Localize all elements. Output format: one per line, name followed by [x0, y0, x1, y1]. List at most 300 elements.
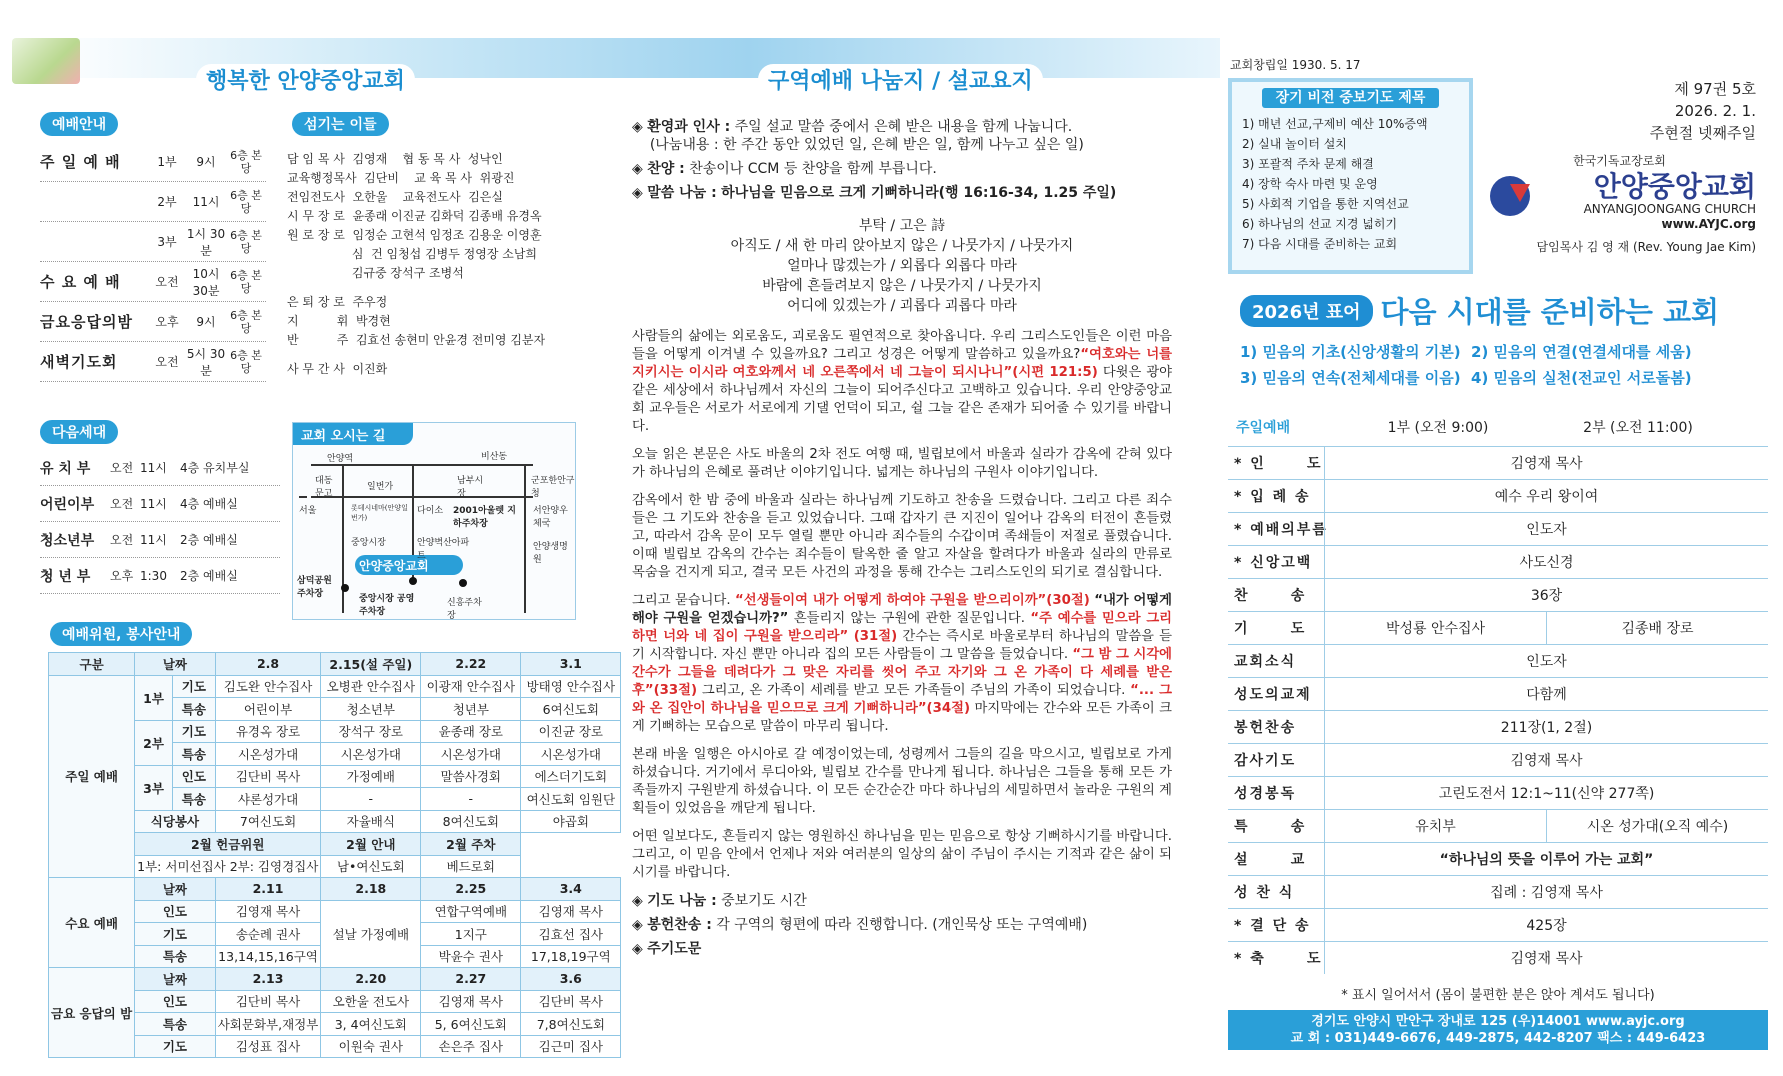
- table-cell: 2.15(설 주일): [321, 653, 421, 676]
- order-key: * 입 례 송: [1228, 486, 1324, 506]
- service-time: 11시: [192, 195, 220, 209]
- service-time: 10시 30분: [192, 266, 220, 298]
- order-value: 고린도전서 12:1~11(신약 277쪽): [1324, 777, 1768, 809]
- table-cell: 2월 안내: [321, 833, 421, 856]
- table-cell: 야곱회: [521, 810, 621, 833]
- para-text: 마지막에는 간수와 모든 가족이 크게 기뻐하는 모습으로 말씀이 마무리 됩니다.: [632, 701, 1173, 734]
- table-cell: 기도: [172, 720, 215, 743]
- table-cell: 2.20: [321, 968, 421, 991]
- usher-line: 전임전도사 오한울 교육전도사 김은실: [287, 190, 503, 204]
- para-text: 사람들의 삶에는 외로움도, 괴로움도 필연적으로 찾아옵니다. 우리 그리스도인들은 이런 마음들을 어떻게 이겨낼 수 있을까요? 그리고 성경은 어떻게 말씀하고 있을까요?: [632, 329, 1172, 362]
- order-values: [1324, 810, 1768, 842]
- map-label-daedong: 대동문고: [315, 476, 333, 499]
- table-cell: 1부: [135, 675, 173, 720]
- bullet-offering: ◈ 봉헌찬송 : 각 구역의 형편에 따라 진행합니다. (개인묵상 또는 구역예배): [632, 917, 1088, 933]
- map-label-gunpo: 군포한안구청: [531, 476, 575, 499]
- mid-header-title: 구역예배 나눔지 / 설교요지: [758, 64, 1043, 95]
- map-label-life: 안양생명원: [533, 542, 568, 565]
- order-key: * 예배의부름: [1228, 519, 1324, 539]
- table-cell: 구분: [49, 653, 135, 676]
- table-row: [49, 1035, 621, 1058]
- next-name: 청소년부: [40, 532, 95, 549]
- table-cell: 특송: [135, 945, 216, 968]
- table-cell: 2월 헌금위원: [135, 833, 321, 856]
- table-cell: 금요 응답의 밤: [49, 968, 135, 1058]
- table-cell: 1지구: [421, 923, 521, 946]
- quote: “그 밤 그 시각에 간수가 그들을 데려다가 그 맞은 자리를 씻어 주고 자기와 그 온 가족이 다 세례를 받은 후”(33절): [632, 647, 1173, 698]
- order-row: [1228, 842, 1768, 875]
- service-part: 오전: [155, 275, 179, 289]
- poem-line: 얼마나 많겠는가 / 외롭다 외롭다 마라: [787, 258, 1017, 274]
- order-value: 김영재 목사: [1324, 942, 1768, 974]
- order-row: [1228, 479, 1768, 512]
- bullet-title: 환영과 인사 :: [647, 119, 731, 135]
- theme-goals: [1240, 339, 1770, 391]
- next-place: 2층 예배실: [180, 569, 238, 583]
- table-cell: 박윤수 권사: [421, 945, 521, 968]
- order-key: 성경봉독: [1228, 783, 1324, 803]
- map-label-samdeok: 삼덕공원 주차장: [297, 576, 332, 599]
- table-cell: 사회문화부,재정부: [215, 1013, 321, 1036]
- table-cell: -: [321, 788, 421, 811]
- order-value: 집례 : 김영재 목사: [1324, 876, 1768, 908]
- order-key: 봉헌찬송: [1228, 717, 1324, 737]
- table-cell: 김영재 목사: [421, 990, 521, 1013]
- table-row: [49, 855, 621, 878]
- table-cell: 13,14,15,16구역: [215, 945, 321, 968]
- order-row: [1228, 941, 1768, 974]
- usher-line: 은 퇴 장 로 주우정: [287, 295, 388, 309]
- service-place: 6층 본당: [230, 308, 262, 335]
- theme-title: 다음 시대를 준비하는 교회: [1380, 295, 1719, 329]
- service-row: [40, 342, 266, 382]
- vision-item: 6) 하나님의 선교 지경 넓히기: [1242, 217, 1398, 231]
- order-row: [1228, 710, 1768, 743]
- usher-line: 심 건 임청섭 김병두 정영장 소남희: [287, 247, 538, 261]
- usher-line: [287, 283, 587, 293]
- table-cell: 김단비 목사: [521, 990, 621, 1013]
- para-6: 어떤 일보다도, 흔들리지 않는 영원하신 하나님을 믿는 믿음으로 항상 기뻐하시기를 바랍니다. 그리고, 이 믿음 안에서 언제나 저와 여러분의 일상의 삶이 주님이 주시는 기적과 같은 삶이 되시기를 바랍니다.: [632, 829, 1172, 880]
- service-part: 오후: [155, 315, 179, 329]
- table-row: [49, 765, 621, 788]
- order-row: [1228, 446, 1768, 479]
- table-cell: 청소년부: [321, 698, 421, 721]
- goal: 3) 믿음의 연속(전체세대를 이음): [1240, 369, 1461, 387]
- table-cell: 수요 예배: [49, 878, 135, 968]
- table-row: [49, 878, 621, 901]
- order-key: 기 도: [1228, 618, 1324, 638]
- table-cell: 여신도회 임원단: [521, 788, 621, 811]
- next-row: [40, 558, 280, 594]
- table-cell: 에스더기도회: [521, 765, 621, 788]
- para-text: 그리고, 온 가족이 세례를 받고 모든 가족들이 주님의 가족이 되었습니다.: [701, 683, 1126, 698]
- poem-line: 바람에 흔들려보지 않은 / 나뭇가지 / 나뭇가지: [762, 278, 1042, 294]
- order-row: [1228, 809, 1768, 842]
- para-text: 그리고 묻습니다.: [632, 593, 731, 608]
- order-value: 36장: [1324, 579, 1768, 611]
- para-5: 본래 바울 일행은 아시아로 갈 예정이었는데, 성령께서 그들의 길을 막으시고, 빌립보로 가게 하셨습니다. 거기에서 루디아와, 빌립보 간수를 만나게 됩니다. 하나님은 그들을 통해 모든 가족들까지 구원받게 하셨습니다. 이 모든 순간순간 마다 하나님의 세밀하면서 놀라운 구원의 계획들이 있었음을 깨닫게 됩니다.: [632, 747, 1172, 816]
- bullet-welcome: ◈ 환영과 인사 : 주일 설교 말씀 중에서 은혜 받은 내용을 함께 나눕니다. (나눔내용 : 한 주간 동안 있었던 일, 은혜 받은 일, 함께 나누고 싶은 일): [632, 119, 1084, 153]
- table-row: [49, 653, 621, 676]
- order-value: 박성룡 안수집사: [1324, 612, 1546, 644]
- next-row: [40, 450, 280, 486]
- order-row: [1228, 512, 1768, 545]
- table-cell: 6여신도회: [521, 698, 621, 721]
- staff-label: 예배위원, 봉사안내: [50, 622, 192, 646]
- next-time: 11시: [140, 497, 167, 511]
- service-row: [40, 182, 266, 222]
- service-row: [40, 262, 266, 302]
- table-cell: 베드로회: [421, 855, 521, 878]
- bullet-title: 주기도문: [647, 941, 702, 957]
- table-cell: 손은주 집사: [421, 1035, 521, 1058]
- table-row: [49, 1013, 621, 1036]
- order-key: 찬 송: [1228, 585, 1324, 605]
- quote: “여호와는 너를 지키시는 이시라 여호와께서 네 오른쪽에서 네 그늘이 되시나니”(시편 121:5): [632, 347, 1173, 380]
- service-place: 6층 본당: [230, 348, 262, 375]
- map-label-sinheung: 신흥주차장: [447, 598, 482, 621]
- vision-box: [1228, 78, 1473, 274]
- usher-line: 김규중 장석구 조병석: [287, 266, 464, 280]
- table-cell: 3부: [135, 765, 173, 810]
- theme-tag: 2026년 표어: [1240, 295, 1373, 327]
- left-header-title: 행복한 안양중앙교회: [196, 64, 415, 95]
- quote: “선생들이여 내가 어떻게 하여야 구원을 받으리이까”(30절): [734, 593, 1090, 608]
- bullet-text: 하나님을 믿음으로 크게 기뻐하니라(행 16:16-34, 1.25 주일): [721, 185, 1117, 201]
- order-key: 교회소식: [1228, 651, 1324, 671]
- table-cell: 송순례 권사: [215, 923, 321, 946]
- table-cell: 어린이부: [215, 698, 321, 721]
- vision-item: 1) 매년 선교,구제비 예산 10%증액: [1242, 117, 1428, 131]
- table-cell: 시온성가대: [521, 743, 621, 766]
- vision-item: 3) 포괄적 주차 문제 해결: [1242, 157, 1374, 171]
- next-place: 4층 예배실: [180, 497, 238, 511]
- order-value: 인도자: [1324, 513, 1768, 545]
- table-cell: 식당봉사: [135, 810, 216, 833]
- service-time: 1시 30분: [186, 226, 226, 258]
- next-name: 청 년 부: [40, 568, 91, 585]
- usher-line: 반 주 김효선 송현미 안윤경 전미영 김분자: [287, 333, 546, 347]
- service-row: [40, 142, 266, 182]
- para-text: 흔들리지 않는 구원에 관한 질문입니다.: [793, 611, 1025, 626]
- poem-line: 부탁 / 고은 詩: [858, 218, 946, 234]
- table-cell: 시온성가대: [421, 743, 521, 766]
- table-cell: 김단비 목사: [215, 990, 321, 1013]
- goal: 4) 믿음의 실천(전교인 서로돌봄): [1471, 369, 1692, 387]
- ushers-list: [287, 150, 587, 379]
- table-row: [49, 968, 621, 991]
- next-place: 2층 예배실: [180, 533, 238, 547]
- table-cell: 1부: 서미선집사 2부: 김영경집사: [135, 855, 321, 878]
- volume: 제 97권 5호: [1674, 80, 1756, 98]
- vision-item: 7) 다음 시대를 준비하는 교회: [1242, 237, 1398, 251]
- table-cell: 2.27: [421, 968, 521, 991]
- table-row: [49, 720, 621, 743]
- table-cell: 이원숙 권사: [321, 1035, 421, 1058]
- map-label-market: 중앙시장: [351, 538, 386, 548]
- order-row: [1228, 875, 1768, 908]
- header-photo: [12, 38, 80, 84]
- pastor: 담임목사 김 영 재 (Rev. Young Jae Kim): [1536, 240, 1756, 254]
- table-cell: 설날 가정예배: [321, 900, 421, 968]
- table-cell: 연합구역예배: [421, 900, 521, 923]
- table-row: [49, 833, 621, 856]
- table-cell: 방태영 안수집사: [521, 675, 621, 698]
- table-cell: 오한울 전도사: [321, 990, 421, 1013]
- map-label-station: 안양역: [327, 454, 354, 464]
- order-value: 김영재 목사: [1324, 744, 1768, 776]
- website: www.AYJC.org: [1661, 217, 1756, 231]
- order-row: [1228, 677, 1768, 710]
- worship-label: 예배안내: [40, 112, 118, 136]
- order-value: 211장(1, 2절): [1324, 711, 1768, 743]
- church-map: [292, 422, 576, 620]
- para-text: 다윗은 광야 같은 세상에서 하나님께서 자신의 그늘이 되어주신다고 고백하고 있습니다. 우리 안양중앙교회 교우들은 서로가 서로에게 기댈 언덕이 되고, 쉴 그늘 같은 존재가 되어줄 수 있기를 바랍니다.: [632, 365, 1173, 434]
- next-name: 유 치 부: [40, 460, 91, 477]
- map-label-nambu: 남부시장: [457, 476, 484, 499]
- order-head: [1228, 408, 1768, 446]
- table-cell: 김도완 안수집사: [215, 675, 321, 698]
- map-label-ilbeonga: 일번가: [367, 482, 394, 492]
- bullet-word: ◈ 말씀 나눔 : 하나님을 믿음으로 크게 기뻐하니라(행 16:16-34, 1.25 주일): [632, 185, 1117, 201]
- table-cell: 남•여신도회: [321, 855, 421, 878]
- order-row: [1228, 908, 1768, 941]
- table-cell: 김근미 집사: [521, 1035, 621, 1058]
- table-row: [49, 900, 621, 923]
- table-cell: 김효선 집사: [521, 923, 621, 946]
- quote: “주 예수를 믿으라 그리하면 너와 네 집이 구원을 받으리라” (31절): [632, 611, 1173, 644]
- church-name: 안양중앙교회: [1593, 170, 1756, 203]
- map-label-bisan: 비산동: [481, 452, 508, 462]
- footer-contact: [1228, 1010, 1768, 1050]
- order-value: 시온 성가대(오직 예수): [1546, 810, 1768, 842]
- table-cell: 날짜: [135, 653, 216, 676]
- table-cell: 7,8여신도회: [521, 1013, 621, 1036]
- next-row: [40, 486, 280, 522]
- order-value: 다함께: [1324, 678, 1768, 710]
- goal: 1) 믿음의 기초(신앙생활의 기본): [1240, 343, 1461, 361]
- liturgical-week: 주현절 넷째주일: [1649, 124, 1756, 142]
- service-time: 9시: [196, 155, 216, 169]
- service-row: [40, 302, 266, 342]
- table-cell: 3.1: [521, 653, 621, 676]
- vision-title: 장기 비전 중보기도 제목: [1262, 88, 1439, 108]
- bullet-title: 봉헌찬송 :: [647, 917, 712, 933]
- table-row: [49, 675, 621, 698]
- poem: [632, 216, 1172, 316]
- table-cell: 인도: [172, 765, 215, 788]
- order-row: [1228, 776, 1768, 809]
- services-list: [40, 142, 266, 382]
- service-name: 주 일 예 배: [40, 153, 121, 171]
- bullet-title: 말씀 나눔 :: [647, 185, 717, 201]
- staff-table: [48, 652, 621, 1058]
- next-time: 1:30: [140, 568, 167, 583]
- table-cell: 8여신도회: [421, 810, 521, 833]
- quote: “... 그와 온 집안이 하나님을 믿으므로 크게 기뻐하니라”(34절): [632, 683, 1172, 716]
- order-key: 성 찬 식: [1228, 882, 1324, 902]
- table-cell: 기도: [135, 923, 216, 946]
- table-cell: 기도: [172, 675, 215, 698]
- map-label-seoul: 서울: [299, 506, 317, 516]
- table-cell: 주일 예배: [49, 675, 135, 878]
- table-cell: 기도: [135, 1035, 216, 1058]
- quote: “내가 어떻게 해야 구원을 얻겠습니까?”: [632, 593, 1172, 626]
- service-part: 오전: [155, 355, 179, 369]
- table-cell: 윤종래 장로: [421, 720, 521, 743]
- next-list: [40, 450, 280, 594]
- table-cell: 2.22: [421, 653, 521, 676]
- bullet-text: 주일 설교 말씀 중에서 은혜 받은 내용을 함께 나눕니다.: [734, 119, 1073, 135]
- table-cell: 청년부: [421, 698, 521, 721]
- table-cell: 2.11: [215, 878, 321, 901]
- table-cell: 유경옥 장로: [215, 720, 321, 743]
- vision-item: 5) 사회적 기업을 통한 지역선교: [1242, 197, 1409, 211]
- bullet-text: 중보기도 시간: [721, 893, 807, 909]
- next-part: 오전: [110, 461, 134, 475]
- service-place: 6층 본당: [230, 228, 262, 255]
- table-cell: 2.13: [215, 968, 321, 991]
- denomination: 한국기독교장로회: [1573, 154, 1666, 168]
- order-row: [1228, 578, 1768, 611]
- order-service-1: 1부 (오전 9:00): [1387, 420, 1489, 436]
- table-cell: 날짜: [135, 878, 216, 901]
- table-cell: 가정예배: [321, 765, 421, 788]
- map-label-post: 서안양우체국: [533, 506, 568, 529]
- vision-item: 2) 실내 놀이터 설치: [1242, 137, 1347, 151]
- map-label-lotte: 롯데시네마(안양일번가): [351, 504, 408, 522]
- table-cell: 2월 주차: [421, 833, 521, 856]
- para-1: [632, 328, 1172, 436]
- map-label-outlet: 2001아울렛 지하주차장: [453, 506, 516, 529]
- map-church-label: 안양중앙교회: [359, 559, 429, 573]
- table-cell: -: [421, 788, 521, 811]
- poem-line: 어디에 있겠는가 / 괴롭다 괴롭다 마라: [787, 298, 1017, 314]
- service-name: 수 요 예 배: [40, 273, 121, 291]
- issue-date: 2026. 2. 1.: [1674, 102, 1756, 120]
- poem-line: 아직도 / 새 한 마리 앉아보지 않은 / 나뭇가지 / 나뭇가지: [730, 238, 1074, 254]
- table-cell: 5, 6여신도회: [421, 1013, 521, 1036]
- next-name: 어린이부: [40, 496, 95, 513]
- order-row: [1228, 743, 1768, 776]
- table-cell: 인도: [135, 900, 216, 923]
- order-value: 사도신경: [1324, 546, 1768, 578]
- service-row: [40, 222, 266, 262]
- church-info: [1473, 78, 1766, 274]
- order-key: * 신앙고백: [1228, 552, 1324, 572]
- service-part: 1부: [157, 155, 177, 169]
- order-row: [1228, 611, 1768, 644]
- church-name-en: ANYANGJOONGANG CHURCH: [1583, 202, 1756, 216]
- table-cell: 이광재 안수집사: [421, 675, 521, 698]
- table-cell: 김성표 집사: [215, 1035, 321, 1058]
- table-cell: 장석구 장로: [321, 720, 421, 743]
- order-value: 425장: [1324, 909, 1768, 941]
- bullet-title: 찬양 :: [647, 161, 685, 177]
- service-part: 2부: [157, 195, 177, 209]
- usher-line: 담 임 목 사 김영재 협 동 목 사 성낙인: [287, 152, 503, 166]
- bullet-lords-prayer: ◈ 주기도문: [632, 941, 702, 957]
- order-key: 성도의교제: [1228, 684, 1324, 704]
- table-cell: 특송: [172, 743, 215, 766]
- order-key: 설 교: [1228, 849, 1324, 869]
- table-cell: 3, 4여신도회: [321, 1013, 421, 1036]
- map-label-apt: 안양벽산아파트: [417, 538, 470, 561]
- bullet-title: 기도 나눔 :: [647, 893, 717, 909]
- bullet-praise: ◈ 찬양 : 찬송이나 CCM 등 찬양을 함께 부릅니다.: [632, 161, 937, 177]
- table-cell: 샤론성가대: [215, 788, 321, 811]
- table-cell: 2.8: [215, 653, 321, 676]
- table-cell: 특송: [172, 788, 215, 811]
- table-cell: 김영재 목사: [215, 900, 321, 923]
- service-name: 금요응답의밤: [40, 313, 133, 331]
- order-key: * 축 도: [1228, 948, 1324, 968]
- ushers-label: 섬기는 이들: [292, 112, 389, 136]
- footer-address: 경기도 안양시 만안구 장내로 125 (우)14001 www.ayjc.org: [1311, 1014, 1685, 1029]
- next-place: 4층 유치부실: [180, 461, 250, 475]
- next-part: 오전: [110, 533, 134, 547]
- table-cell: 날짜: [135, 968, 216, 991]
- usher-line: 지 휘 박경현: [287, 314, 391, 328]
- table-cell: 특송: [135, 1013, 216, 1036]
- map-label-market-parking: 중앙시장 공영주차장: [359, 594, 415, 617]
- table-cell: 시온성가대: [215, 743, 321, 766]
- table-row: [49, 990, 621, 1013]
- next-generation: [40, 420, 280, 594]
- order-value: 예수 우리 왕이여: [1324, 480, 1768, 512]
- service-place: 6층 본당: [230, 268, 262, 295]
- order-value: 인도자: [1324, 645, 1768, 677]
- order-service-2: 2부 (오전 11:00): [1583, 420, 1693, 436]
- year-theme: [1240, 290, 1770, 391]
- sermon-column: [632, 118, 1172, 964]
- table-cell: 김영재 목사: [521, 900, 621, 923]
- para-text: 간수는 즉시로 바울로부터 하나님의 말씀을 듣기 시작합니다. 자신 뿐만 아니라 집의 모든 사람들이 그 말씀을 들었습니다.: [632, 629, 1172, 662]
- vision-item: 4) 장학 숙사 마련 및 운영: [1242, 177, 1378, 191]
- order-title: 주일예배: [1236, 420, 1291, 436]
- table-cell: 오병관 안수집사: [321, 675, 421, 698]
- table-cell: 2.25: [421, 878, 521, 901]
- order-key: 감사기도: [1228, 750, 1324, 770]
- bullet-prayer: ◈ 기도 나눔 : 중보기도 시간: [632, 893, 807, 909]
- church-logo-icon: [1490, 176, 1530, 216]
- table-cell: 말씀사경회: [421, 765, 521, 788]
- order-values: [1324, 612, 1768, 644]
- table-row: [49, 810, 621, 833]
- table-cell: 특송: [172, 698, 215, 721]
- table-cell: 3.4: [521, 878, 621, 901]
- order-value: 김영재 목사: [1324, 447, 1768, 479]
- service-place: 6층 본당: [230, 148, 262, 175]
- table-cell: 자율배식: [321, 810, 421, 833]
- para-2: 오늘 읽은 본문은 사도 바울의 2차 전도 여행 때, 빌립보에서 바울과 실라가 감옥에 갇혀 있다가 하나님의 은혜로 풀려난 이야기입니다. 넓게는 하나님의 구원사 이야기입니다.: [632, 447, 1172, 480]
- table-cell: 2.18: [321, 878, 421, 901]
- table-cell: 시온성가대: [321, 743, 421, 766]
- table-cell: 2부: [135, 720, 173, 765]
- service-part: 3부: [157, 235, 177, 249]
- service-time: 5시 30분: [186, 346, 226, 378]
- bullet-note: (나눔내용 : 한 주간 동안 있었던 일, 은혜 받은 일, 함께 나누고 싶은 일): [649, 137, 1084, 153]
- order-row: [1228, 545, 1768, 578]
- order-key: 특 송: [1228, 816, 1324, 836]
- standing-note: * 표시 일어서서 (몸이 불편한 분은 앉아 계셔도 됩니다): [1341, 988, 1655, 1003]
- order-of-worship: [1228, 408, 1768, 974]
- usher-line: 시 무 장 로 윤종래 이진균 김화덕 김종배 유경옥: [287, 209, 542, 223]
- table-cell: 17,18,19구역: [521, 945, 621, 968]
- order-value: “하나님의 뜻을 이루어 가는 교회”: [1324, 843, 1768, 875]
- usher-line: 사 무 간 사 이진화: [287, 362, 388, 376]
- next-part: 오전: [110, 497, 134, 511]
